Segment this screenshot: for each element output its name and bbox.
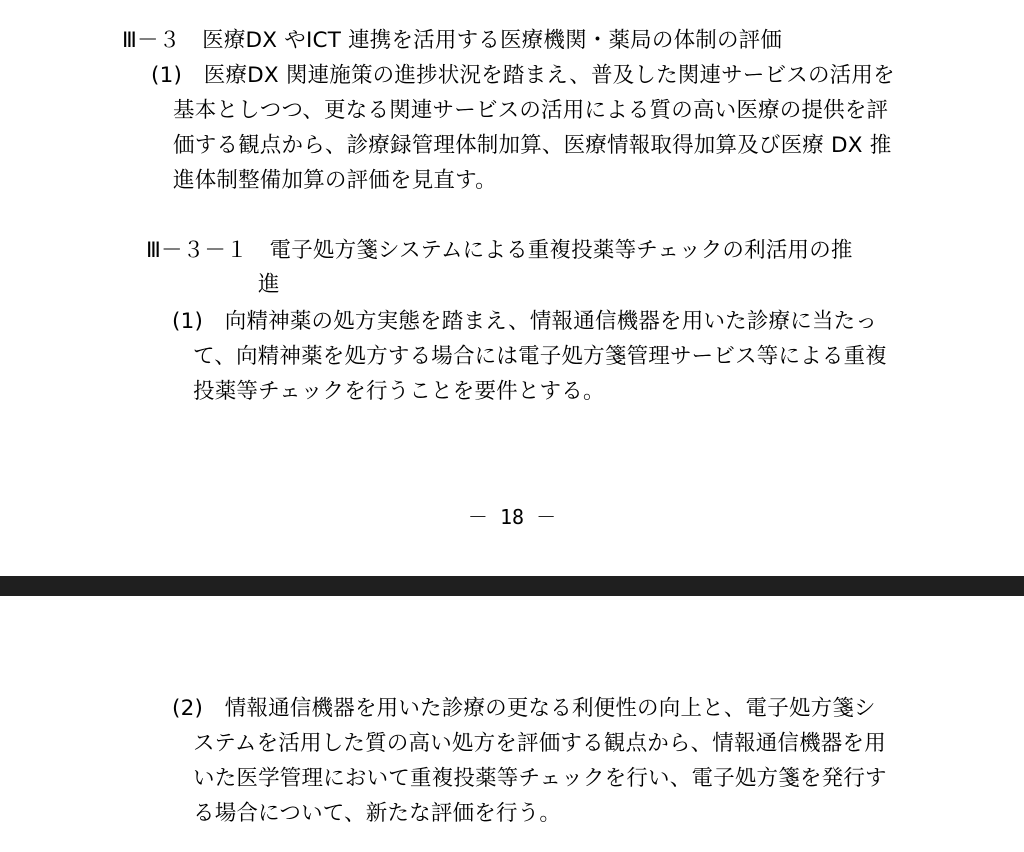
subsection-item-2-line-4: る場合について、新たな評価を行う。 bbox=[193, 801, 562, 826]
subsection-item-1-line-1: (1) 向精神薬の処方実態を踏まえ、情報通信機器を用いた診療に当たっ bbox=[172, 309, 878, 334]
section-heading: Ⅲ－３ 医療DX やICT 連携を活用する医療機関・薬局の体制の評価 bbox=[122, 28, 783, 53]
subsection-item-2-line-1: (2) 情報通信機器を用いた診療の更なる利便性の向上と、電子処方箋シ bbox=[172, 696, 876, 721]
subsection-item-1-line-2: て、向精神薬を処方する場合には電子処方箋管理サービス等による重複 bbox=[193, 344, 887, 369]
section-item-1-line-4: 進体制整備加算の評価を見直す。 bbox=[173, 168, 497, 193]
section-item-1-line-2: 基本としつつ、更なる関連サービスの活用による質の高い医療の提供を評 bbox=[173, 98, 889, 123]
subsection-heading-line-1: Ⅲ－３－１ 電子処方箋システムによる重複投薬等チェックの利活用の推 bbox=[146, 238, 853, 263]
page-break-divider bbox=[0, 576, 1024, 596]
section-item-1-line-3: 価する観点から、診療録管理体制加算、医療情報取得加算及び医療 DX 推 bbox=[173, 133, 892, 158]
subsection-item-2-line-2: ステムを活用した質の高い処方を評価する観点から、情報通信機器を用 bbox=[193, 731, 886, 756]
subsection-heading-line-2: 進 bbox=[258, 272, 280, 297]
subsection-item-2-line-3: いた医学管理において重複投薬等チェックを行い、電子処方箋を発行す bbox=[193, 766, 887, 791]
section-item-1-line-1: (1) 医療DX 関連施策の進捗状況を踏まえ、普及した関連サービスの活用を bbox=[151, 63, 895, 88]
subsection-item-1-line-3: 投薬等チェックを行うことを要件とする。 bbox=[193, 379, 605, 404]
document-page-19 bbox=[0, 596, 1024, 852]
page-number: － 18 － bbox=[467, 505, 557, 529]
